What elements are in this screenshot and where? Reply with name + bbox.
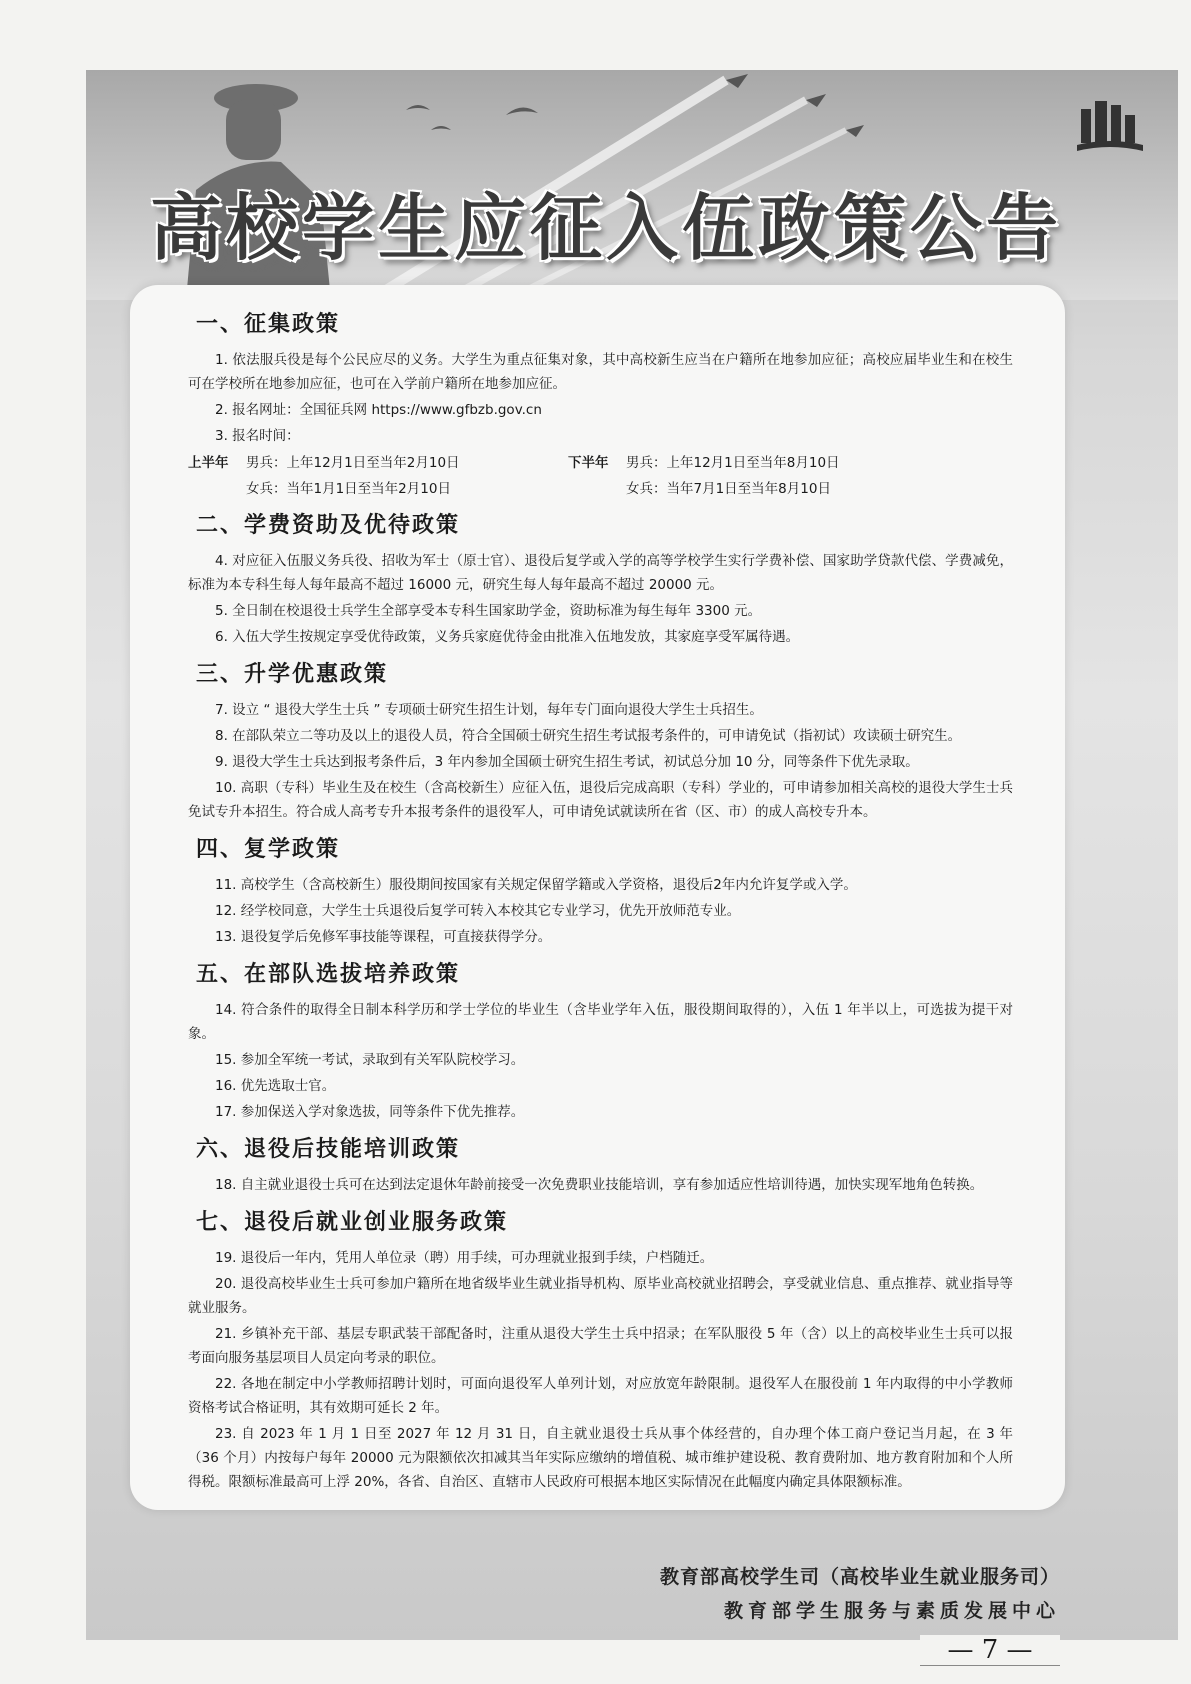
policy-content xyxy=(188,307,1013,1496)
policy-item: 4. 对应征入伍服义务兵役、招收为军士（原士官）、退役后复学或入学的高等学校学生实行学费补偿、国家助学贷款代偿、学费减免，标准为本专科生每人每年最高不超过 16000 元，研究生每人每年最高不超过 20000 元。 xyxy=(188,553,1013,593)
policy-item: 13. 退役复学后免修军事技能等课程，可直接获得学分。 xyxy=(215,929,552,945)
second-half-female: 女兵：当年7月1日至当年8月10日 xyxy=(626,481,831,497)
registration-schedule xyxy=(188,450,1013,502)
policy-item: 8. 在部队荣立二等功及以上的退役人员，符合全国硕士研究生招生考试报考条件的，可申请免试（指初试）攻读硕士研究生。 xyxy=(215,728,962,744)
policy-item: 23. 自 2023 年 1 月 1 日至 2027 年 12 月 31 日，自主就业退役士兵从事个体经营的，自办理个体工商户登记当月起，在 3 年（36 个月）内按每户每年 20000 元为限额依次扣减其当年实际应缴纳的增值税、城市维护建设税、教育费附加、地方教育附加和个人所得税。限额标准最高可上浮 20%，各省、自治区、直辖市人民政府可根据本地区实际情况在此幅度内确定具体限额标准。 xyxy=(188,1426,1013,1490)
building-logo-icon xyxy=(1075,95,1145,155)
policy-item: 10. 高职（专科）毕业生及在校生（含高校新生）应征入伍，退役后完成高职（专科）学业的，可申请参加相关高校的退役大学生士兵免试专升本招生。符合成人高考专升本报考条件的退役军人，可申请免试就读所在省（区、市）的成人高校专升本。 xyxy=(188,780,1013,820)
section-title: 七、退役后就业创业服务政策 xyxy=(196,1210,509,1235)
policy-item: 17. 参加保送入学对象选拔，同等条件下优先推荐。 xyxy=(215,1104,525,1120)
section-employment xyxy=(188,1205,1013,1494)
first-half-label: 上半年 xyxy=(188,455,229,471)
policy-item: 6. 入伍大学生按规定享受优待政策，义务兵家庭优待金由批准入伍地发放，其家庭享受军属待遇。 xyxy=(215,629,800,645)
first-half-female: 女兵：当年1月1日至当年2月10日 xyxy=(246,481,451,497)
page-title: 高校学生应征入伍政策公告 xyxy=(150,185,1063,270)
policy-item: 7. 设立 “ 退役大学生士兵 ” 专项硕士研究生招生计划，每年专门面向退役大学生士兵招生。 xyxy=(215,702,763,718)
policy-item: 22. 各地在制定中小学教师招聘计划时，可面向退役军人单列计划，对应放宽年龄限制。退役军人在服役前 1 年内取得的中小学教师资格考试合格证明，其有效期可延长 2 年。 xyxy=(188,1376,1013,1416)
section-military-selection xyxy=(188,957,1013,1124)
policy-item: 16. 优先选取士官。 xyxy=(215,1078,336,1094)
policy-item: 9. 退役大学生士兵达到报考条件后，3 年内参加全国硕士研究生招生考试，初试总分加 10 分，同等条件下优先录取。 xyxy=(215,754,919,770)
policy-item: 18. 自主就业退役士兵可在达到法定退休年龄前接受一次免费职业技能培训，享有参加适应性培训待遇，加快实现军地角色转换。 xyxy=(215,1177,984,1193)
section-title: 四、复学政策 xyxy=(196,837,341,862)
section-resume-study xyxy=(188,832,1013,949)
section-title: 六、退役后技能培训政策 xyxy=(196,1137,461,1162)
section-title: 五、在部队选拔培养政策 xyxy=(196,962,461,987)
policy-item: 1. 依法服兵役是每个公民应尽的义务。大学生为重点征集对象，其中高校新生应当在户籍所在地参加应征；高校应届毕业生和在校生可在学校所在地参加应征，也可在入学前户籍所在地参加应征。 xyxy=(188,352,1013,392)
policy-item: 3. 报名时间： xyxy=(215,428,300,444)
policy-item: 15. 参加全军统一考试，录取到有关军队院校学习。 xyxy=(215,1052,525,1068)
page-number: — 7 — xyxy=(920,1635,1060,1666)
second-half-male: 男兵：上年12月1日至当年8月10日 xyxy=(626,455,840,471)
second-half-label: 下半年 xyxy=(568,455,609,471)
first-half-male: 男兵：上年12月1日至当年2月10日 xyxy=(246,455,460,471)
issuer-line-1: 教育部高校学生司（高校毕业生就业服务司） xyxy=(659,1566,1060,1588)
policy-item: 19. 退役后一年内，凭用人单位录（聘）用手续，可办理就业报到手续，户档随迁。 xyxy=(215,1250,714,1266)
section-skill-training xyxy=(188,1132,1013,1197)
policy-item: 21. 乡镇补充干部、基层专职武装干部配备时，注重从退役大学生士兵中招录；在军队服役 5 年（含）以上的高校毕业生士兵可以报考面向服务基层项目人员定向考录的职位。 xyxy=(188,1326,1013,1366)
section-tuition xyxy=(188,508,1013,649)
section-recruitment xyxy=(188,307,1013,502)
schedule-row-male xyxy=(188,450,1013,476)
policy-item: 12. 经学校同意，大学生士兵退役后复学可转入本校其它专业学习，优先开放师范专业。 xyxy=(215,903,741,919)
schedule-row-female xyxy=(188,476,1013,502)
section-title: 三、升学优惠政策 xyxy=(196,662,389,687)
policy-item: 14. 符合条件的取得全日制本科学历和学士学位的毕业生（含毕业学年入伍，服役期间取得的），入伍 1 年半以上，可选拔为提干对象。 xyxy=(188,1002,1013,1042)
section-further-study xyxy=(188,657,1013,824)
policy-item: 2. 报名网址：全国征兵网 https://www.gfbzb.gov.cn xyxy=(215,402,542,418)
section-title: 一、征集政策 xyxy=(196,312,341,337)
issuer-line-2: 教育部学生服务与素质发展中心 xyxy=(723,1600,1060,1622)
policy-item: 11. 高校学生（含高校新生）服役期间按国家有关规定保留学籍或入学资格，退役后2年内允许复学或入学。 xyxy=(215,877,857,893)
policy-item: 5. 全日制在校退役士兵学生全部享受本专科生国家助学金，资助标准为每生每年 3300 元。 xyxy=(215,603,762,619)
policy-item: 20. 退役高校毕业生士兵可参加户籍所在地省级毕业生就业指导机构、原毕业高校就业招聘会，享受就业信息、重点推荐、就业指导等就业服务。 xyxy=(188,1276,1013,1316)
section-title: 二、学费资助及优待政策 xyxy=(196,513,461,538)
issuer-footer xyxy=(600,1560,1060,1628)
